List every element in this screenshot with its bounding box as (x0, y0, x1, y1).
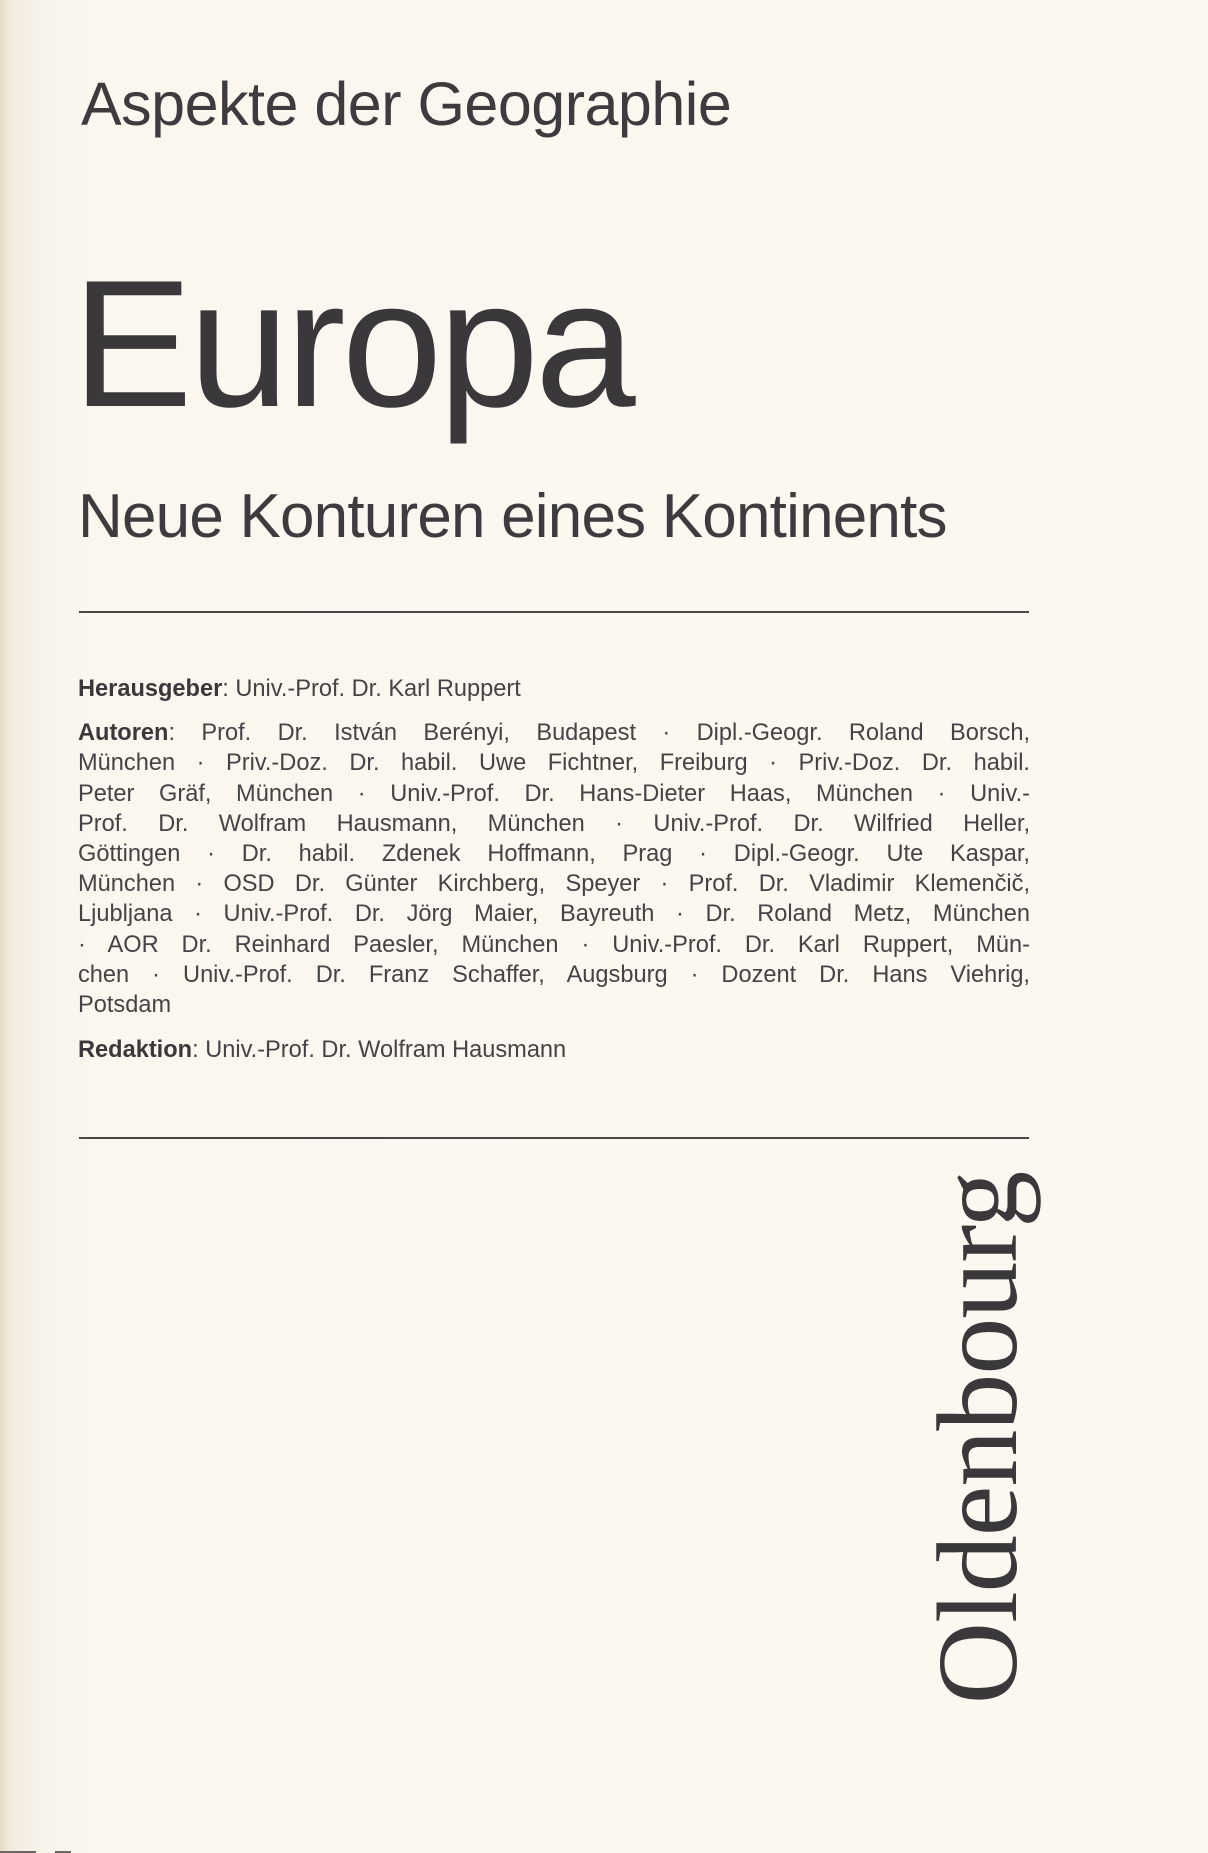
editor-label: Herausgeber (78, 676, 223, 702)
editor-separator: : (222, 676, 236, 702)
divider-top (79, 611, 1029, 613)
book-subtitle: Neue Konturen eines Kontinents (78, 482, 947, 551)
editorial-name: Univ.-Prof. Dr. Wolfram Hausmann (205, 1037, 567, 1064)
publisher-name: Oldenbourg (914, 1171, 1041, 1705)
authors-line: chen · Univ.-Prof. Dr. Franz Schaffer, Augsburg · Dozent Dr. Hans Viehrig, (78, 961, 1030, 988)
authors-line (78, 718, 1030, 748)
divider-bottom (79, 1137, 1029, 1139)
editorial-label: Redaktion (78, 1037, 193, 1064)
editor-name: Univ.-Prof. Dr. Karl Ruppert (235, 676, 521, 702)
authors-line: München · OSD Dr. Günter Kirchberg, Speyer · Prof. Dr. Vladimir Klemenčič, (78, 871, 1030, 898)
authors-credit (78, 718, 1030, 1020)
authors-separator: : (168, 720, 202, 747)
authors-line: · AOR Dr. Reinhard Paesler, München · Univ.-Prof. Dr. Karl Ruppert, Mün- (78, 931, 1030, 958)
publisher-logo (914, 1171, 1041, 1705)
binding-edge (0, 0, 8, 1853)
authors-line: Potsdam (78, 992, 172, 1019)
editor-credit (78, 674, 1030, 704)
editorial-credit (78, 1035, 1030, 1065)
authors-line: Ljubljana · Univ.-Prof. Dr. Jörg Maier, Bayreuth · Dr. Roland Metz, München (78, 901, 1030, 928)
authors-label: Autoren (78, 720, 169, 747)
credits-section (78, 674, 1030, 1079)
editorial-separator: : (192, 1037, 206, 1064)
series-title: Aspekte der Geographie (81, 70, 732, 138)
authors-line: Peter Gräf, München · Univ.-Prof. Dr. Hans-Dieter Haas, München · Univ.- (78, 780, 1030, 807)
authors-text: Prof. Dr. István Berényi, Budapest · Dipl.-Geogr. Roland Borsch, (201, 720, 1030, 747)
authors-line: München · Priv.-Doz. Dr. habil. Uwe Fichtner, Freiburg · Priv.-Doz. Dr. habil. (78, 750, 1030, 777)
authors-line: Prof. Dr. Wolfram Hausmann, München · Univ.-Prof. Dr. Wilfried Heller, (78, 810, 1030, 837)
authors-line: Göttingen · Dr. habil. Zdenek Hoffmann, Prag · Dipl.-Geogr. Ute Kaspar, (78, 841, 1030, 868)
book-title: Europa (72, 243, 632, 445)
